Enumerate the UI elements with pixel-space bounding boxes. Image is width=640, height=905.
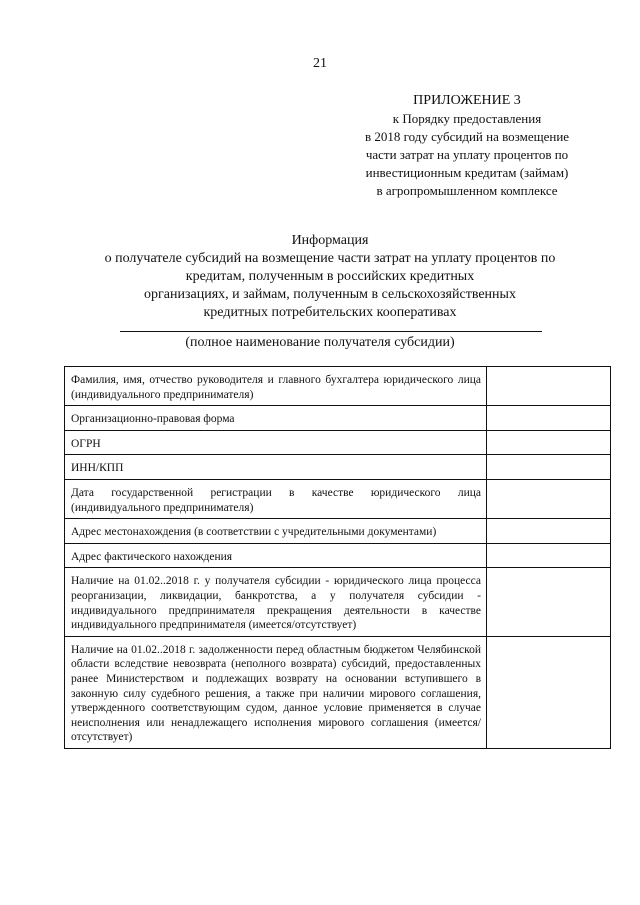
info-line: организациях, и займам, полученным в сельскохозяйственных [144, 287, 516, 302]
table-row [65, 367, 611, 406]
table-row [65, 430, 611, 455]
info-line: кредитам, полученным в российских кредитных [185, 269, 475, 284]
table-row [65, 479, 611, 518]
info-line: о получателе субсидий на возмещение части затрат на уплату процентов по [104, 251, 556, 266]
table-row [65, 455, 611, 480]
row-value-manager-names[interactable] [487, 367, 611, 406]
appendix-line: в 2018 году субсидий на возмещение [364, 129, 570, 144]
page-number: 21 [313, 56, 327, 71]
appendix-line: в агропромышленном комплексе [376, 183, 558, 198]
row-value-inn-kpp[interactable] [487, 455, 611, 480]
row-label-actual-address: Адрес фактического нахождения [65, 543, 487, 568]
row-value-legal-form[interactable] [487, 406, 611, 431]
row-value-ogrn[interactable] [487, 430, 611, 455]
row-label-ogrn: ОГРН [65, 430, 487, 455]
appendix-line: инвестиционным кредитам (займам) [365, 165, 569, 180]
row-label-legal-address: Адрес местонахождения (в соответствии с учредительными документами) [65, 519, 487, 544]
recipient-name-line[interactable] [120, 331, 542, 332]
row-value-reorganization-status[interactable] [487, 568, 611, 636]
table-row [65, 519, 611, 544]
table-row [65, 568, 611, 636]
row-label-inn-kpp: ИНН/КПП [65, 455, 487, 480]
row-label-budget-debt: Наличие на 01.02..2018 г. задолженности перед областным бюджетом Челябинской области вследствие невозврата (неполного возврата) субсидий, предоставленных ранее Министерством и подлежащих возврату на основании вступившего в законную силу судебного решения, а также при наличии мирового соглашения, утвержденного соответствующим судом, данное условие применяется в случае неисполнения или ненадлежащего исполнения мирового соглашения (имеется/отсутствует) [65, 636, 487, 748]
row-value-registration-date[interactable] [487, 479, 611, 518]
row-value-budget-debt[interactable] [487, 636, 611, 748]
appendix-line: части затрат на уплату процентов по [365, 147, 569, 162]
row-label-legal-form: Организационно-правовая форма [65, 406, 487, 431]
appendix-title: ПРИЛОЖЕНИЕ 3 [413, 93, 521, 108]
row-value-legal-address[interactable] [487, 519, 611, 544]
info-line: кредитных потребительских кооперативах [203, 305, 457, 320]
table-row [65, 636, 611, 748]
row-value-actual-address[interactable] [487, 543, 611, 568]
row-label-manager-names: Фамилия, имя, отчество руководителя и главного бухгалтера юридического лица (индивидуального предпринимателя) [65, 367, 487, 406]
table-row [65, 406, 611, 431]
table-row [65, 543, 611, 568]
info-heading-block [60, 232, 600, 322]
recipient-name-caption: (полное наименование получателя субсидии) [185, 335, 455, 350]
row-label-reorganization-status: Наличие на 01.02..2018 г. у получателя субсидии - юридического лица процесса реорганизации, ликвидации, банкротства, а у получателя субсидии - индивидуального предпринимателя прекращения деятельности в качестве индивидуального предпринимателя (имеется/отсутствует) [65, 568, 487, 636]
recipient-info-table [64, 366, 611, 749]
info-title: Информация [291, 233, 369, 248]
appendix-header [336, 92, 598, 200]
appendix-line: к Порядку предоставления [392, 111, 542, 126]
row-label-registration-date: Дата государственной регистрации в качестве юридического лица (индивидуального предпринимателя) [65, 479, 487, 518]
